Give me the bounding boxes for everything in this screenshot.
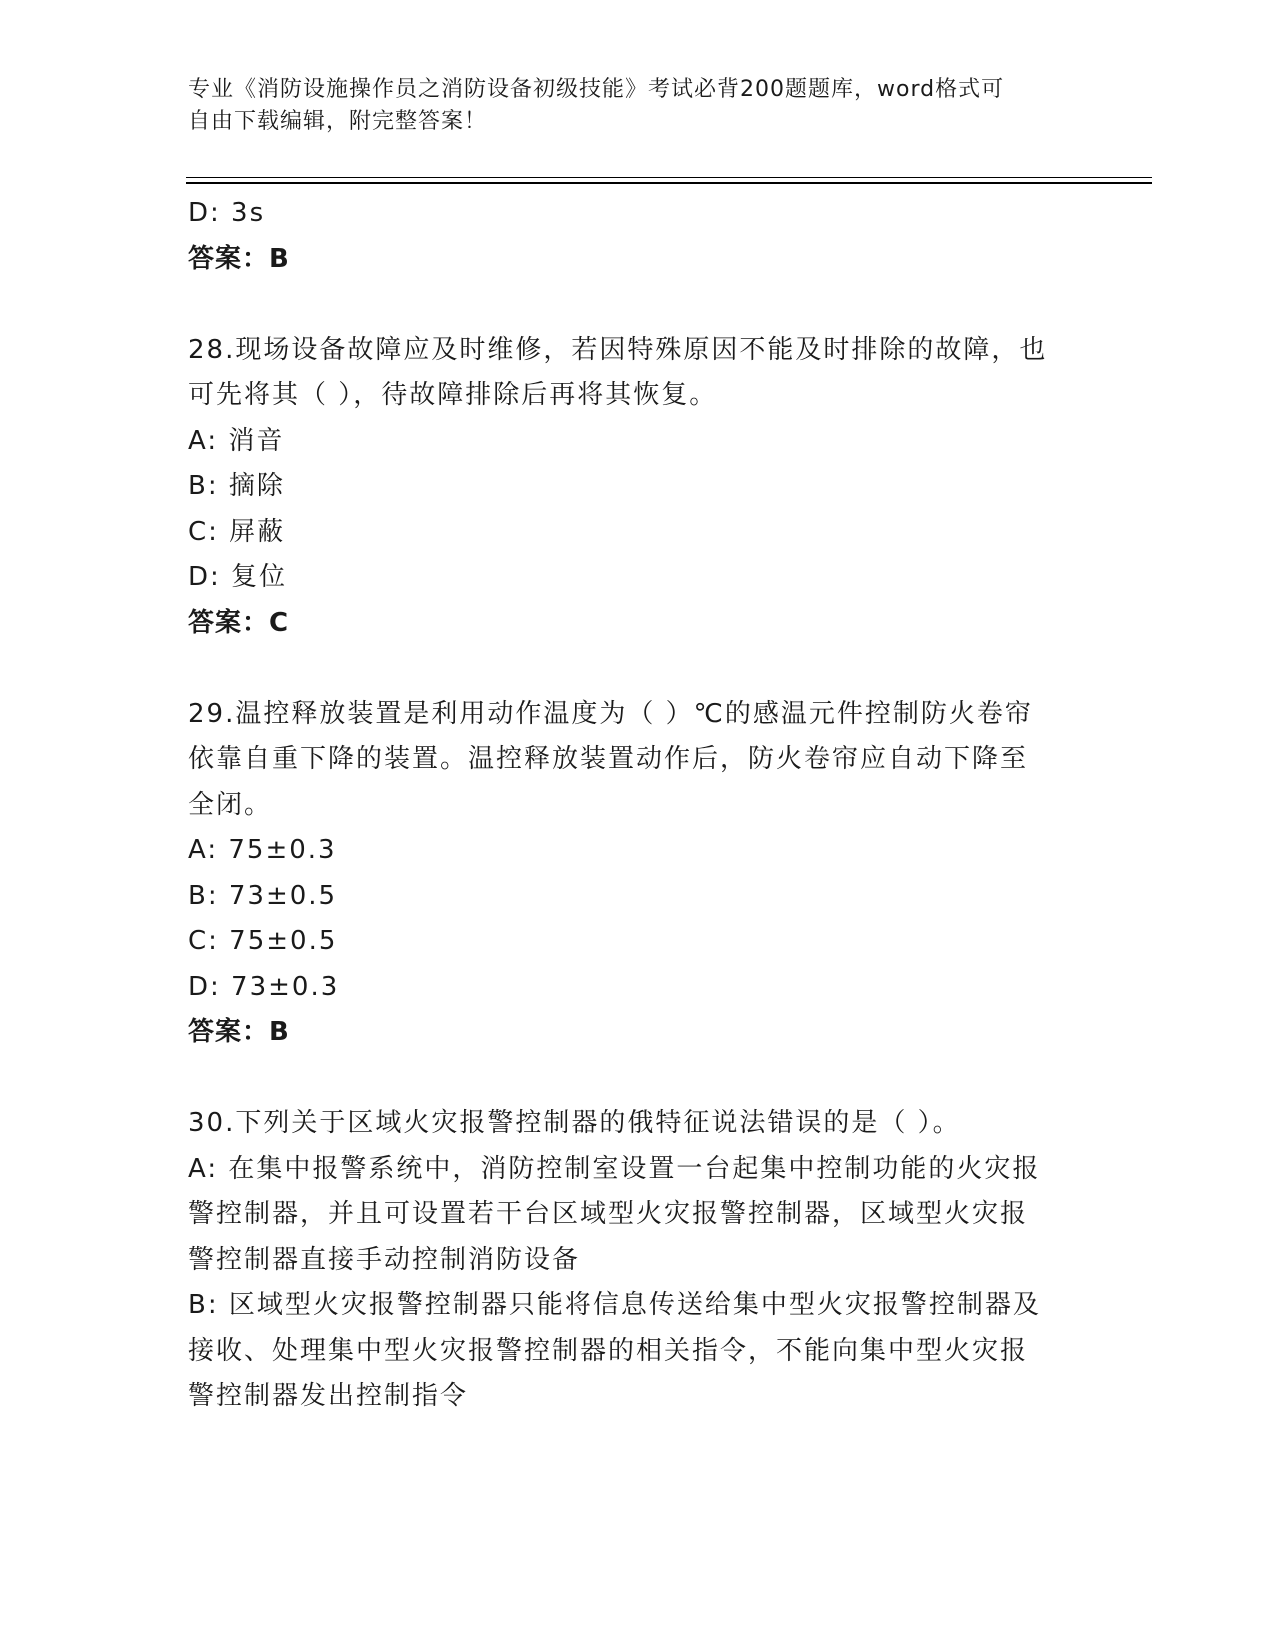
header-divider-thick: [186, 182, 1152, 184]
option-a-continued: 警控制器直接手动控制消防设备: [188, 1244, 581, 1275]
question-stem: 30.下列关于区域火灾报警控制器的俄特征说法错误的是（ ）。: [188, 1108, 961, 1138]
question-29: [188, 692, 1078, 1056]
option-c: C: 屏蔽: [188, 516, 286, 547]
header-line-2: 自由下载编辑，附完整答案！: [188, 109, 488, 134]
option-a: A: 75±0.3: [188, 835, 337, 865]
option-b-continued: 警控制器发出控制指令: [188, 1381, 469, 1411]
option-b: B: 摘除: [188, 471, 285, 501]
answer-line: 答案：B: [188, 1017, 290, 1047]
question-27-tail: [188, 191, 1078, 282]
question-stem: 依靠自重下降的装置。温控释放装置动作后，防火卷帘应自动下降至: [188, 744, 1029, 774]
option-a: A: 消音: [188, 425, 285, 456]
spacer: [188, 1056, 1078, 1102]
answer-line: 答案：C: [188, 607, 290, 638]
option-a: A: 在集中报警系统中，消防控制室设置一台起集中控制功能的火灾报: [188, 1153, 1041, 1184]
question-stem: 全闭。: [188, 789, 273, 820]
question-stem: 28.现场设备故障应及时维修，若因特殊原因不能及时排除的故障，也: [188, 334, 1048, 365]
page-header: [188, 74, 1068, 138]
option-d: D: 复位: [188, 562, 288, 592]
question-30: [188, 1101, 1078, 1420]
answer-line: 答案：B: [188, 243, 290, 274]
option-b: B: 73±0.5: [188, 880, 338, 911]
spacer: [188, 282, 1078, 328]
spacer: [188, 646, 1078, 692]
question-28: [188, 328, 1078, 647]
question-stem: 可先将其（ ），待故障排除后再将其恢复。: [188, 380, 718, 410]
question-stem: 29.温控释放装置是利用动作温度为（ ）℃的感温元件控制防火卷帘: [188, 698, 1033, 729]
header-divider: [186, 177, 1152, 178]
option-d: D: 3s: [188, 198, 266, 228]
header-line-1: 专业《消防设施操作员之消防设备初级技能》考试必背200题题库，word格式可: [188, 77, 1005, 102]
option-a-continued: 警控制器，并且可设置若干台区域型火灾报警控制器，区域型火灾报: [188, 1199, 1029, 1229]
document-body: [188, 191, 1078, 1420]
option-b-continued: 接收、处理集中型火灾报警控制器的相关指令，不能向集中型火灾报: [188, 1335, 1029, 1366]
option-c: C: 75±0.5: [188, 926, 338, 956]
option-b: B: 区域型火灾报警控制器只能将信息传送给集中型火灾报警控制器及: [188, 1290, 1041, 1320]
option-d: D: 73±0.3: [188, 971, 340, 1002]
